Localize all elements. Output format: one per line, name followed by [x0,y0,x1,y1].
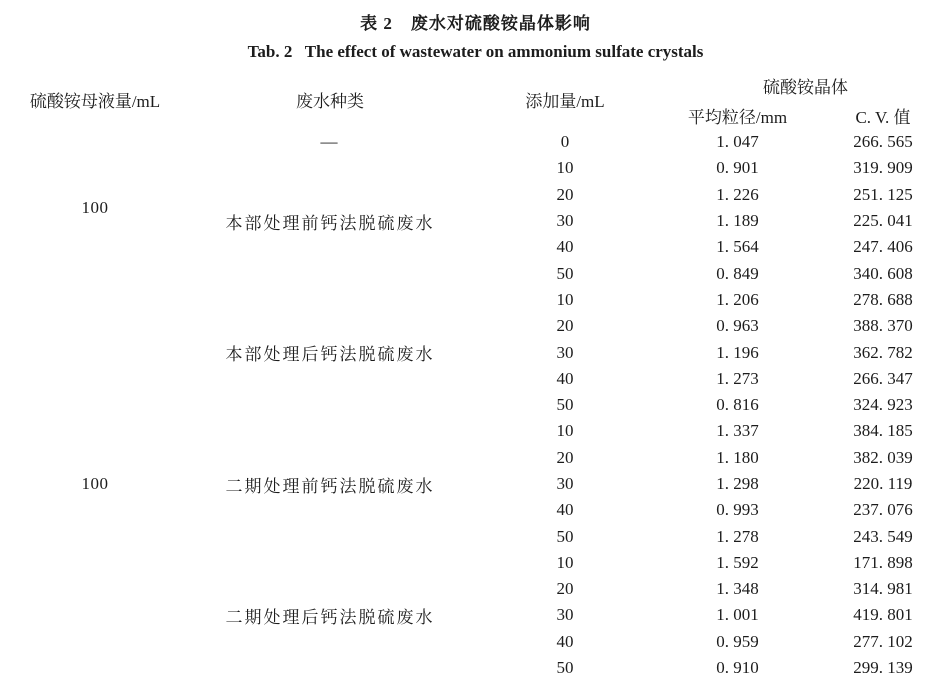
cell-addition: 20 [556,316,574,336]
cell-mean-size: 1. 196 [716,342,759,362]
cell-cv: 362. 782 [853,342,913,362]
cell-addition: 50 [556,658,574,678]
cell-cv: 314. 981 [853,579,913,599]
cell-cv: 247. 406 [853,237,913,257]
cell-mean-size: 0. 849 [716,263,759,283]
table-row [0,287,951,313]
header-mean-size: 平均粒径/mm [687,107,788,127]
cell-wastewater-type: 本部处理后钙法脱硫废水 [225,345,435,365]
cell-mean-size: 0. 816 [716,395,759,415]
cell-cv: 299. 139 [853,658,913,678]
cell-cv: 419. 801 [853,605,913,625]
cell-addition: 10 [556,158,574,178]
cell-mean-size: 1. 278 [716,526,759,546]
cell-cv: 277. 102 [853,631,913,651]
table-body [0,129,951,681]
cell-cv: 340. 608 [853,263,913,283]
cell-cv: 382. 039 [853,447,913,467]
cell-mean-size: 0. 901 [716,158,759,178]
cell-mean-size: 0. 993 [716,500,759,520]
cell-cv: 388. 370 [853,316,913,336]
cell-mother-liquor: 100 [81,197,109,217]
cell-addition: 0 [560,132,570,152]
cell-mean-size: 1. 273 [716,368,759,388]
header-wastewater-type: 废水种类 [296,91,364,111]
cell-addition: 40 [556,368,574,388]
cell-mean-size: 1. 564 [716,237,759,257]
cell-cv: 225. 041 [853,211,913,231]
cell-cv: 237. 076 [853,500,913,520]
cell-addition: 10 [556,421,574,441]
cell-cv: 171. 898 [853,552,913,572]
cell-mean-size: 1. 001 [716,605,759,625]
cell-wastewater-type: 二期处理后钙法脱硫废水 [225,607,435,627]
cell-addition: 30 [556,474,574,493]
cell-mean-size: 1. 180 [716,447,759,467]
cell-mean-size: 1. 298 [716,474,759,493]
cell-addition: 50 [556,263,574,283]
table-title-english: Tab. 2 The effect of wastewater on ammonium sulfate crystals [247,42,704,61]
cell-addition: 40 [556,631,574,651]
cell-mean-size: 0. 910 [716,658,759,678]
cell-addition: 20 [556,447,574,467]
table-header [0,69,951,129]
cell-mean-size: 0. 963 [716,316,759,336]
cell-cv: 384. 185 [853,421,913,441]
cell-addition: 10 [556,552,574,572]
header-addition: 添加量/mL [525,91,605,111]
ammonium-sulfate-table [0,69,951,681]
cell-addition: 30 [556,605,574,625]
cell-addition: 40 [556,237,574,257]
cell-wastewater-type: — [320,132,340,152]
cell-addition: 40 [556,500,574,520]
cell-cv: 319. 909 [853,158,913,178]
cell-mean-size: 1. 348 [716,579,759,599]
cell-cv: 266. 565 [853,132,913,152]
cell-cv: 324. 923 [853,395,913,415]
header-crystal-group: 硫酸铵晶体 [763,77,848,97]
cell-addition: 10 [556,289,574,309]
cell-mean-size: 1. 189 [716,211,759,231]
cell-cv: 278. 688 [853,289,913,309]
cell-mother-liquor [0,287,190,418]
cell-cv: 251. 125 [853,184,913,204]
cell-addition: 30 [556,342,574,362]
cell-mean-size: 1. 047 [716,132,759,152]
cell-mean-size: 1. 592 [716,552,759,572]
cell-addition: 20 [556,579,574,599]
table-row [0,129,951,155]
cell-addition: 30 [556,211,574,231]
table-row [0,418,951,444]
cell-cv: 243. 549 [853,526,913,546]
cell-wastewater-type: 二期处理前钙法脱硫废水 [225,476,435,496]
cell-addition: 50 [556,526,574,546]
cell-mother-liquor [0,550,190,681]
table-title-chinese: 表 2 废水对硫酸铵晶体影响 [360,14,591,33]
cell-cv: 266. 347 [853,368,913,388]
header-mother-liquor: 硫酸铵母液量/mL [29,91,161,111]
header-cv: C. V. 值 [855,107,911,127]
cell-wastewater-type: 本部处理前钙法脱硫废水 [225,213,435,233]
cell-mean-size: 0. 959 [716,631,759,651]
cell-mean-size: 1. 226 [716,184,759,204]
cell-addition: 20 [556,184,574,204]
cell-addition: 50 [556,395,574,415]
cell-mean-size: 1. 206 [716,289,759,309]
cell-mean-size: 1. 337 [716,421,759,441]
cell-cv: 220. 119 [853,474,913,493]
table-row [0,550,951,576]
cell-mother-liquor: 100 [81,474,109,493]
